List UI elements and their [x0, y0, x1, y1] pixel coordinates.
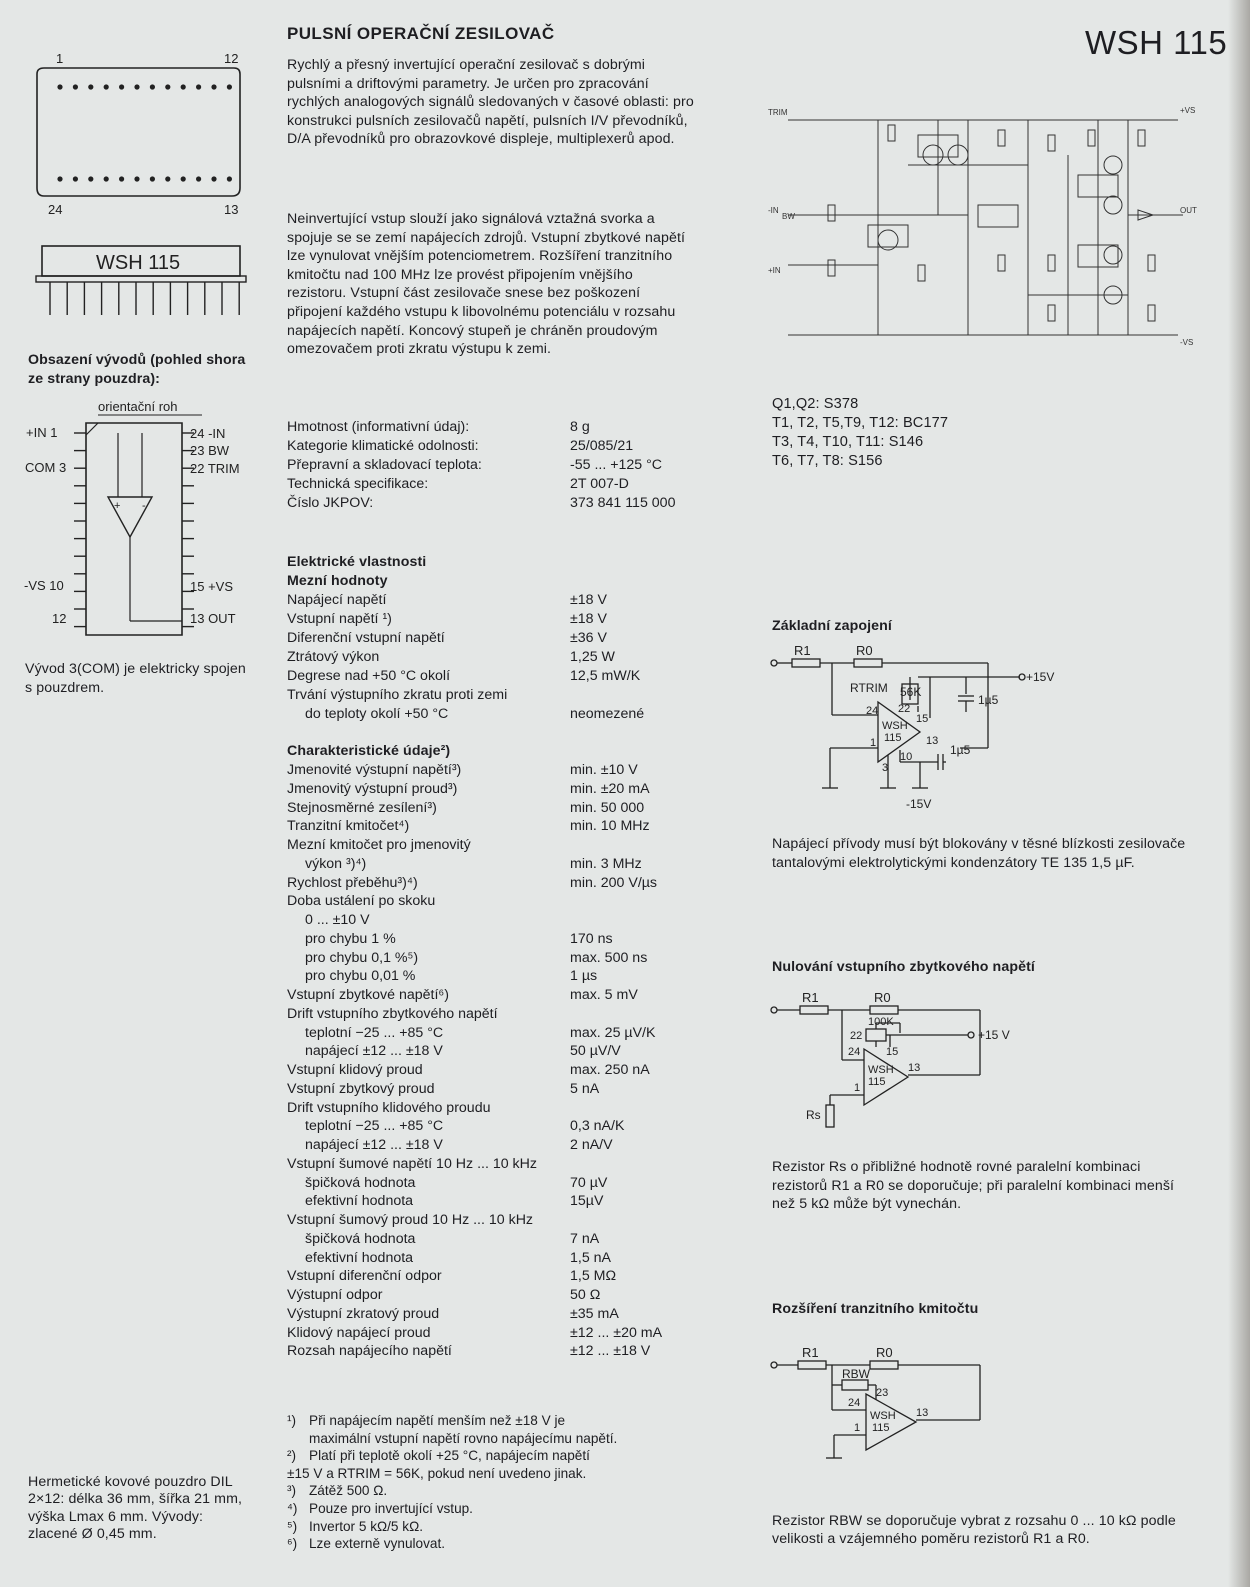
schem-vs-plus: +VS — [1180, 106, 1196, 115]
spec-label: Technická specifikace: — [287, 476, 429, 492]
spec-label: Klidový napájecí proud — [287, 1324, 431, 1341]
package-pin-dot — [57, 84, 62, 89]
spec-row — [287, 967, 737, 986]
spec-value: ±12 ... ±18 V — [570, 1343, 651, 1360]
spec-value: min. 10 MHz — [570, 818, 650, 835]
pin-vs-plus: 15 +VS — [190, 579, 234, 594]
bandwidth-note: Rezistor RBW se doporučuje vybrat z rozsahu 0 ... 10 kΩ podle velikosti a vzájemného poměru rezistorů R1 a R0. — [772, 1513, 1176, 1547]
bw-pin1: 1 — [854, 1422, 861, 1434]
package-pin-dot — [73, 84, 78, 89]
spec-value: min. ±20 mA — [570, 780, 650, 797]
null-r1: R1 — [802, 990, 819, 1005]
package-top-view — [28, 48, 258, 223]
transistor-list — [772, 395, 1072, 471]
spec-label: Stejnosměrné zesílení³) — [287, 799, 437, 816]
basic-vplus: +15V — [1026, 670, 1055, 684]
schematic-resistor — [998, 130, 1005, 146]
spec-label: špičková hodnota — [305, 1174, 416, 1191]
spec-row — [287, 855, 737, 874]
footnotes — [287, 1412, 727, 1572]
spec-row — [287, 930, 737, 949]
basic-pin10: 10 — [900, 751, 913, 763]
spec-label: napájecí ±12 ... ±18 V — [305, 1137, 443, 1153]
null-pot: 100K — [868, 1016, 894, 1028]
spec-value: max. 500 ns — [570, 949, 648, 966]
spec-value: 70 µV — [570, 1174, 608, 1191]
spec-label: Přepravní a skladovací teplota: — [287, 457, 482, 473]
null-ic-label: 115 — [868, 1076, 886, 1088]
schematic-resistor — [998, 255, 1005, 271]
spec-value: max. 250 nA — [570, 1062, 650, 1078]
basic-circuit-note: Napájecí přívody musí být blokovány v těsné blízkosti zesilovače tantalovými elektrolytickými kondenzátory TE 135 1,5 µF. — [772, 836, 1186, 871]
pinout-caption: Obsazení vývodů (pohled shora ze strany pouzdra): — [28, 352, 246, 387]
spec-row — [287, 892, 737, 911]
schem-trim: TRIM — [768, 108, 788, 117]
schem-bw: BW — [782, 212, 795, 221]
null-vplus: +15 V — [978, 1028, 1010, 1042]
null-pin24: 24 — [848, 1046, 861, 1058]
page-edge-shadow — [1228, 0, 1250, 1587]
schematic-resistor — [1138, 130, 1145, 146]
svg-text:+: + — [114, 500, 121, 512]
schem-out: OUT — [1180, 206, 1197, 215]
spec-row — [287, 780, 737, 799]
spec-label: Ztrátový výkon — [287, 649, 380, 665]
footnote-number: ⁶) — [287, 1536, 298, 1552]
bw-ic-label: WSH — [870, 1410, 896, 1422]
pin-trim: 22 TRIM — [190, 461, 240, 476]
bw-r0: R0 — [876, 1345, 893, 1360]
spec-label: Vstupní napětí ¹) — [287, 611, 392, 627]
footnote-text: Při napájecím napětí menším než ±18 V je — [309, 1413, 566, 1428]
spec-row — [287, 817, 737, 836]
footnote-text: Lze externě vynulovat. — [309, 1536, 446, 1552]
package-pin-dot — [134, 176, 139, 181]
pin-12: 12 — [52, 611, 67, 626]
pin-24-label: 24 — [48, 202, 63, 217]
spec-label: Vstupní šumové napětí 10 Hz ... 10 kHz — [287, 1155, 537, 1172]
spec-label: pro chybu 0,1 %⁵) — [305, 949, 419, 966]
basic-cap1: 1µ5 — [978, 693, 999, 707]
nulling-circuit-diagram — [770, 985, 1070, 1135]
spec-value: min. 50 000 — [570, 799, 645, 816]
spec-row — [287, 836, 737, 855]
footnote-text: Invertor 5 kΩ/5 kΩ. — [309, 1518, 424, 1534]
spec-row — [287, 761, 737, 780]
spec-row — [287, 1249, 737, 1268]
schem-in-plus: +IN — [768, 266, 781, 275]
spec-label: Degrese nad +50 °C okolí — [287, 668, 451, 684]
package-pin-dot — [88, 84, 93, 89]
pin-com: COM 3 — [25, 460, 67, 475]
schematic-resistor — [1048, 305, 1055, 321]
spec-row — [287, 986, 737, 1005]
spec-label: Drift vstupního zbytkového napětí — [287, 1005, 498, 1022]
basic-pin15: 15 — [916, 713, 929, 725]
spec-label: efektivní hodnota — [305, 1193, 414, 1210]
spec-label: pro chybu 1 % — [305, 930, 396, 947]
characteristics-table — [287, 761, 737, 1371]
footnote-number: ⁴) — [287, 1501, 298, 1516]
footnote-number: ⁵) — [287, 1518, 298, 1534]
spec-label: Tranzitní kmitočet⁴) — [287, 818, 410, 835]
package-pin-dot — [57, 176, 62, 181]
bw-pin23: 23 — [876, 1387, 889, 1399]
spec-row — [287, 1080, 737, 1099]
spec-value: ±18 V — [570, 592, 607, 608]
footnote-text: Pouze pro invertující vstup. — [309, 1501, 473, 1516]
spec-value: 373 841 115 000 — [570, 495, 676, 511]
spec-label: Doba ustálení po skoku — [287, 893, 436, 910]
spec-value: 2T 007-D — [570, 476, 629, 492]
bandwidth-circuit-diagram — [770, 1330, 1070, 1480]
spec-row — [287, 667, 737, 686]
spec-label: teplotní −25 ... +85 °C — [305, 1024, 444, 1041]
spec-value: 1,25 W — [570, 649, 615, 665]
basic-rtrim-value: 56K — [900, 685, 922, 699]
basic-ic-label: WSH — [882, 720, 908, 732]
spec-value: ±12 ... ±20 mA — [570, 1324, 663, 1341]
spec-row — [287, 456, 737, 475]
spec-row — [287, 799, 737, 818]
transistor-line: Q1,Q2: S378 — [772, 396, 859, 412]
null-pin22: 22 — [850, 1030, 863, 1042]
basic-cap2: 1µ5 — [950, 743, 971, 757]
package-pin-dot — [150, 84, 155, 89]
spec-label: Výstupní zkratový proud — [287, 1305, 440, 1322]
spec-label: Jmenovité výstupní napětí³) — [287, 762, 462, 778]
schematic-resistor — [918, 265, 925, 281]
spec-row — [287, 1117, 737, 1136]
schematic-resistor — [1088, 130, 1095, 146]
spec-row — [287, 648, 737, 667]
intro-paragraph-1: Rychlý a přesný invertující operační zesilovač s dobrými pulsními a driftovými parametry. Je určen pro zpracování rychlých analogových signálů sledovaných v časové oblasti: pro konstrukci pulsních zesilovačů napětí, pulsních I/V převodníků, D/A převodníků pro obrazovkové displeje, multiplexerů apod. — [287, 57, 694, 148]
spec-value: -55 ... +125 °C — [570, 457, 663, 473]
spec-value: 1,5 nA — [570, 1249, 612, 1266]
spec-row — [287, 1192, 737, 1211]
spec-value: ±18 V — [570, 611, 607, 627]
package-pin-dot — [104, 84, 109, 89]
package-pin-dot — [196, 84, 201, 89]
spec-value: 25/085/21 — [570, 438, 634, 454]
footnote-text: ±15 V a RTRIM = 56K, pokud není uvedeno jinak. — [287, 1465, 587, 1481]
spec-label: Drift vstupního klidového proudu — [287, 1099, 491, 1116]
package-pin-dot — [165, 84, 170, 89]
spec-row — [287, 1211, 737, 1230]
general-specs — [287, 418, 737, 518]
package-side-label: WSH 115 — [96, 252, 181, 274]
spec-value: min. 200 V/µs — [570, 874, 658, 891]
spec-label: napájecí ±12 ... ±18 V — [305, 1043, 443, 1060]
spec-value: min. ±10 V — [570, 762, 638, 778]
spec-value: 50 µV/V — [570, 1043, 621, 1060]
footnote-text: maximální vstupní napětí rovno napájecímu napětí. — [309, 1430, 618, 1446]
null-pin15: 15 — [886, 1046, 899, 1058]
spec-label: do teploty okolí +50 °C — [305, 706, 449, 722]
spec-label: Rychlost přeběhu³)⁴) — [287, 874, 418, 891]
pin-13-label: 13 — [224, 202, 239, 217]
schematic-resistor — [828, 205, 835, 221]
limits-table — [287, 591, 737, 731]
spec-value: 15µV — [570, 1193, 604, 1210]
footnote-number: ³) — [287, 1483, 297, 1499]
basic-r1: R1 — [794, 643, 811, 658]
null-r0: R0 — [874, 990, 891, 1005]
package-pin-dot — [227, 176, 232, 181]
spec-row — [287, 437, 737, 456]
basic-ic-label: 115 — [884, 732, 902, 744]
spec-row — [287, 686, 737, 705]
spec-value: 12,5 mW/K — [570, 668, 641, 684]
package-note: Hermetické kovové pouzdro DIL 2×12: délka 36 mm, šířka 21 mm, výška Lmax 6 mm. Vývody: zlacené Ø 0,45 mm. — [28, 1474, 243, 1543]
basic-pin1: 1 — [870, 737, 877, 749]
bandwidth-heading: Rozšíření tranzitního kmitočtu — [772, 1301, 979, 1317]
nulling-heading: Nulování vstupního zbytkového napětí — [772, 959, 1035, 975]
pinout-diagram — [22, 395, 262, 650]
limits-heading: Mezní hodnoty — [287, 573, 388, 589]
bw-r1: R1 — [802, 1345, 819, 1360]
pin-in-minus: 24 -IN — [190, 426, 226, 441]
spec-value: 2 nA/V — [570, 1137, 613, 1153]
pin-vs-minus: -VS 10 — [24, 578, 64, 593]
spec-row — [287, 1024, 737, 1043]
spec-label: Mezní kmitočet pro jmenovitý — [287, 837, 471, 853]
spec-value: 50 Ω — [570, 1287, 601, 1303]
pin-12-label: 12 — [224, 51, 239, 66]
null-rs: Rs — [806, 1108, 821, 1122]
spec-value: 170 ns — [570, 930, 613, 947]
schematic-resistor — [1048, 255, 1055, 271]
spec-value: min. 3 MHz — [570, 855, 642, 872]
schem-vs-minus: -VS — [1180, 338, 1194, 347]
basic-circuit-heading: Základní zapojení — [772, 618, 892, 634]
schematic-resistor — [1148, 255, 1155, 271]
null-pin13: 13 — [908, 1062, 921, 1074]
basic-pin13: 13 — [926, 735, 939, 747]
spec-label: efektivní hodnota — [305, 1249, 414, 1266]
footnote-text: Zátěž 500 Ω. — [309, 1483, 388, 1499]
package-pin-dot — [181, 84, 186, 89]
spec-row — [287, 1042, 737, 1061]
spec-row — [287, 418, 737, 437]
bw-pin13: 13 — [916, 1407, 929, 1419]
spec-label: Vstupní diferenční odpor — [287, 1268, 442, 1285]
intro-paragraph-2: Neinvertující vstup slouží jako signálová vztažná svorka a spojuje se se zemí napájecích zdrojů. Vstupní zbytkové napětí lze vynulovat vnějším potenciometrem. Rozšíření tranzitního kmitočtu nad 100 MHz lze provést připojením vnějšího rezistoru. Vstupní část zesilovače snese bez poškození připojení každého vstupu k libovolnému potenciálu v rozsahu napájecích napětí. Koncový stupeň je chráněn proudovým omezovačem proti zkratu výstupu k zemi. — [287, 211, 686, 358]
spec-label: pro chybu 0,01 % — [305, 968, 416, 985]
spec-value: neomezené — [570, 706, 645, 722]
spec-row — [287, 1286, 737, 1305]
spec-row — [287, 1305, 737, 1324]
package-pin-dot — [104, 176, 109, 181]
schematic-resistor — [828, 260, 835, 276]
spec-row — [287, 1155, 737, 1174]
basic-pin3: 3 — [882, 762, 889, 774]
internal-schematic — [768, 95, 1208, 355]
footnote-text: Platí při teplotě okolí +25 °C, napájecím napětí — [309, 1448, 590, 1464]
spec-label: Hmotnost (informativní údaj): — [287, 419, 470, 435]
basic-circuit-diagram — [770, 640, 1070, 815]
characteristics-heading: Charakteristické údaje²) — [287, 743, 451, 759]
pinout-note: Vývod 3(COM) je elektricky spojen s pouzdrem. — [25, 661, 246, 696]
spec-row — [287, 1174, 737, 1193]
nulling-note: Rezistor Rs o přibližné hodnotě rovné paralelní kombinaci rezistorů R1 a R0 se doporučuje; při paralelní kombinaci menší než 5 kΩ může být vynechán. — [772, 1159, 1175, 1213]
spec-row — [287, 591, 737, 610]
spec-label: Vstupní šumový proud 10 Hz ... 10 kHz — [287, 1212, 534, 1228]
spec-row — [287, 1005, 737, 1024]
package-pin-dot — [227, 84, 232, 89]
spec-label: výkon ³)⁴) — [305, 855, 367, 872]
package-side-view — [28, 243, 258, 318]
spec-value: 1,5 MΩ — [570, 1268, 617, 1285]
part-number: WSH 115 — [1085, 24, 1228, 61]
spec-row — [287, 1342, 737, 1361]
schem-in-minus: -IN — [768, 206, 779, 215]
pin-out: 13 OUT — [190, 611, 236, 626]
spec-value: 0,3 nA/K — [570, 1118, 625, 1135]
electrical-heading: Elektrické vlastnosti — [287, 554, 427, 570]
spec-row — [287, 494, 737, 513]
spec-row — [287, 1061, 737, 1080]
pin-bw: 23 BW — [190, 443, 230, 458]
spec-row — [287, 949, 737, 968]
spec-row — [287, 475, 737, 494]
spec-label: Výstupní odpor — [287, 1287, 383, 1303]
spec-label: Číslo JKPOV: — [287, 495, 374, 511]
package-pin-dot — [73, 176, 78, 181]
spec-row — [287, 1267, 737, 1286]
spec-label: Trvání výstupního zkratu proti zemi — [287, 687, 508, 703]
transistor-line: T1, T2, T5,T9, T12: BC177 — [772, 415, 949, 431]
package-pin-dot — [211, 84, 216, 89]
package-pin-dot — [134, 84, 139, 89]
basic-pin22: 22 — [898, 703, 911, 715]
basic-rtrim: RTRIM — [850, 681, 888, 695]
package-pin-dot — [119, 176, 124, 181]
spec-value: 1 µs — [570, 968, 598, 985]
package-pin-dot — [196, 176, 201, 181]
orientation-mark: orientační roh — [98, 399, 178, 414]
spec-value: 7 nA — [570, 1230, 600, 1247]
spec-row — [287, 629, 737, 648]
spec-label: špičková hodnota — [305, 1230, 416, 1247]
spec-row — [287, 610, 737, 629]
footnote-number: ¹) — [287, 1413, 297, 1428]
pin-1-label: 1 — [56, 51, 64, 66]
spec-row — [287, 911, 737, 930]
page-title: PULSNÍ OPERAČNÍ ZESILOVAČ — [287, 24, 555, 43]
package-pin-dot — [150, 176, 155, 181]
transistor-line: T6, T7, T8: S156 — [772, 453, 883, 469]
transistor-line: T3, T4, T10, T11: S146 — [772, 434, 924, 450]
bw-ic-label: 115 — [872, 1422, 890, 1434]
package-pin-dot — [88, 176, 93, 181]
schematic-resistor — [1048, 135, 1055, 151]
spec-row — [287, 1230, 737, 1249]
schematic-resistor — [1148, 305, 1155, 321]
package-pin-dot — [119, 84, 124, 89]
svg-text:-: - — [142, 500, 146, 512]
spec-value: 8 g — [570, 419, 590, 435]
spec-row — [287, 874, 737, 893]
spec-label: Rozsah napájecího napětí — [287, 1343, 452, 1360]
pin-in-plus: +IN 1 — [26, 425, 58, 440]
bw-pin24: 24 — [848, 1397, 861, 1409]
spec-label: Diferenční vstupní napětí — [287, 630, 445, 646]
null-pin1: 1 — [854, 1082, 861, 1094]
spec-value: ±36 V — [570, 630, 607, 646]
spec-label: Kategorie klimatické odolnosti: — [287, 438, 479, 454]
spec-label: Vstupní klidový proud — [287, 1062, 423, 1078]
spec-value: max. 25 µV/K — [570, 1024, 656, 1041]
spec-label: Vstupní zbytkové napětí⁶) — [287, 987, 449, 1003]
package-pin-dot — [165, 176, 170, 181]
spec-label: Jmenovitý výstupní proud³) — [287, 780, 458, 797]
schematic-resistor — [888, 125, 895, 141]
spec-row — [287, 1136, 737, 1155]
spec-row — [287, 1324, 737, 1343]
spec-label: teplotní −25 ... +85 °C — [305, 1118, 444, 1135]
spec-label: Vstupní zbytkový proud — [287, 1080, 435, 1097]
spec-label: 0 ... ±10 V — [305, 912, 370, 928]
spec-value: 5 nA — [570, 1080, 600, 1097]
null-ic-label: WSH — [868, 1064, 894, 1076]
footnote-number: ²) — [287, 1448, 297, 1464]
spec-value: max. 5 mV — [570, 987, 638, 1003]
spec-label: Napájecí napětí — [287, 592, 387, 608]
basic-vminus: -15V — [906, 797, 932, 811]
spec-row — [287, 705, 737, 724]
package-pin-dot — [211, 176, 216, 181]
bw-rbw: RBW — [842, 1367, 870, 1381]
package-pin-dot — [181, 176, 186, 181]
basic-pin24: 24 — [866, 705, 879, 717]
basic-r0: R0 — [856, 643, 873, 658]
spec-value: ±35 mA — [570, 1305, 619, 1322]
spec-row — [287, 1099, 737, 1118]
